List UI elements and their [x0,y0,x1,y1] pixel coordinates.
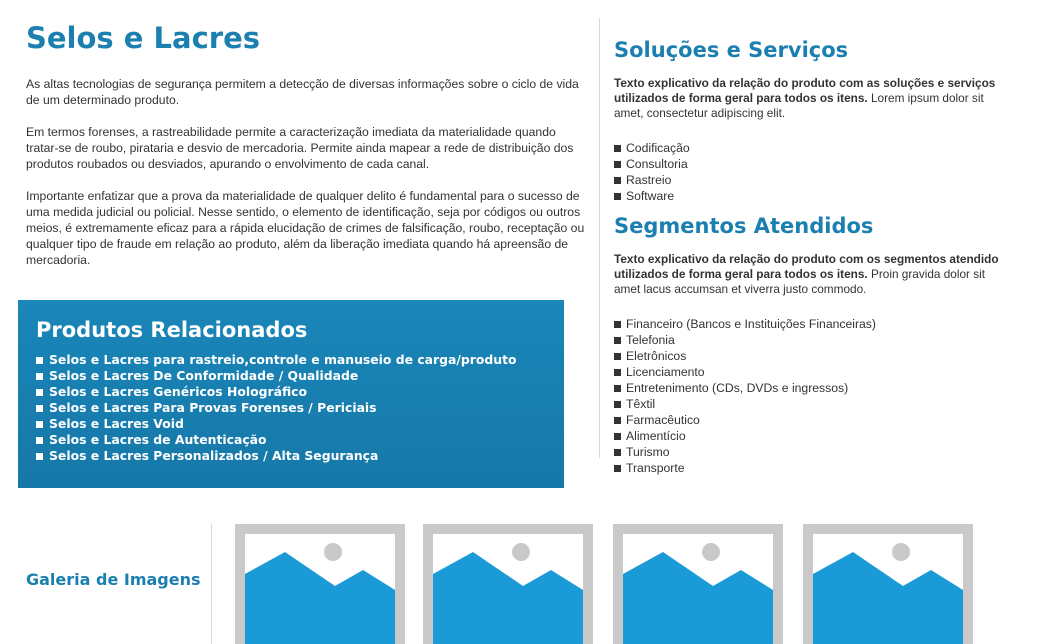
bullet-icon [36,453,43,460]
related-products-title: Produtos Relacionados [36,318,308,342]
bullet-icon [36,437,43,444]
related-product-link[interactable]: Selos e Lacres de Autenticação [36,432,546,448]
gallery-thumbnail[interactable] [423,524,593,644]
list-item: Consultoria [614,156,1014,172]
bullet-icon [614,321,621,328]
list-item: Farmacêutico [614,412,1014,428]
sidebar [614,36,1014,476]
related-product-link[interactable]: Selos e Lacres Void [36,416,546,432]
gallery-thumbnail[interactable] [613,524,783,644]
bullet-icon [614,465,621,472]
list-item: Rastreio [614,172,1014,188]
related-product-link[interactable]: Selos e Lacres para rastreio,controle e manuseio de carga/produto [36,352,546,368]
solutions-title: Soluções e Serviços [614,38,849,62]
list-item: Transporte [614,460,1014,476]
related-product-link[interactable]: Selos e Lacres Personalizados / Alta Segurança [36,448,546,464]
gallery-title: Galeria de Imagens [26,570,201,589]
bullet-icon [36,405,43,412]
intro-paragraph-3: Importante enfatizar que a prova da materialidade de qualquer delito é fundamental para o sucesso de uma medida judicial ou policial. Nesse sentido, o elemento de identificação, seja por códigos ou outros meios, é extremamente eficaz para a rápida elucidação de crimes de falsificação, roubo, receptação ou qualquer tipo de fraude em relação ao produto, além da liberação imediata quando há apreensão de mercadoria. [26,189,585,267]
related-products-list [36,352,546,464]
bullet-icon [614,417,621,424]
list-item: Eletrônicos [614,348,1014,364]
image-placeholder-icon [245,534,395,644]
bullet-icon [614,337,621,344]
list-item: Software [614,188,1014,204]
list-item: Têxtil [614,396,1014,412]
list-item: Alimentício [614,428,1014,444]
image-placeholder-icon [813,534,963,644]
image-placeholder-icon [433,534,583,644]
intro-paragraph-2: Em termos forenses, a rastreabilidade permite a caracterização imediata da materialidade quando tratar-se de roubo, pirataria e desvio de mercadoria. Permite ainda mapear a rede de distribuição dos produtos roubados ou desviados, apurando o envolvimento de cada canal. [26,125,574,171]
related-products-box [18,300,564,488]
related-product-link[interactable]: Selos e Lacres Genéricos Holográfico [36,384,546,400]
bullet-icon [36,421,43,428]
list-item: Licenciamento [614,364,1014,380]
bullet-icon [614,433,621,440]
related-product-link[interactable]: Selos e Lacres Para Provas Forenses / Periciais [36,400,546,416]
bullet-icon [614,385,621,392]
list-item: Telefonia [614,332,1014,348]
bullet-icon [614,369,621,376]
main-content [26,20,586,268]
solutions-text: Texto explicativo da relação do produto com as soluções e serviços utilizados de forma geral para todos os itens. Lorem ipsum dolor sit amet, consectetur adipiscing elit. [614,76,996,120]
page-title: Selos e Lacres [26,21,261,55]
bullet-icon [614,161,621,168]
image-placeholder-icon [623,534,773,644]
bullet-icon [614,145,621,152]
bullet-icon [614,193,621,200]
bullet-icon [614,353,621,360]
list-item: Turismo [614,444,1014,460]
list-item: Financeiro (Bancos e Instituições Financeiras) [614,316,1014,332]
bullet-icon [614,401,621,408]
solutions-list [614,140,1014,204]
bullet-icon [36,373,43,380]
gallery-thumbnail[interactable] [235,524,405,644]
intro-text [26,76,586,268]
bullet-icon [36,389,43,396]
list-item: Entretenimento (CDs, DVDs e ingressos) [614,380,1014,396]
list-item: Codificação [614,140,1014,156]
intro-paragraph-1: As altas tecnologias de segurança permitem a detecção de diversas informações sobre o ciclo de vida de um determinado produto. [26,77,579,107]
gallery-divider [211,524,212,644]
bullet-icon [614,177,621,184]
column-divider [599,18,600,458]
segments-text: Texto explicativo da relação do produto com os segmentos atendido utilizados de forma geral para todos os itens. Proin gravida dolor sit amet lacus accumsan et viverra justo commodo. [614,252,999,296]
bullet-icon [614,449,621,456]
segments-list [614,316,1014,476]
segments-title: Segmentos Atendidos [614,214,874,238]
bullet-icon [36,357,43,364]
gallery-thumbnail[interactable] [803,524,973,644]
related-product-link[interactable]: Selos e Lacres De Conformidade / Qualidade [36,368,546,384]
